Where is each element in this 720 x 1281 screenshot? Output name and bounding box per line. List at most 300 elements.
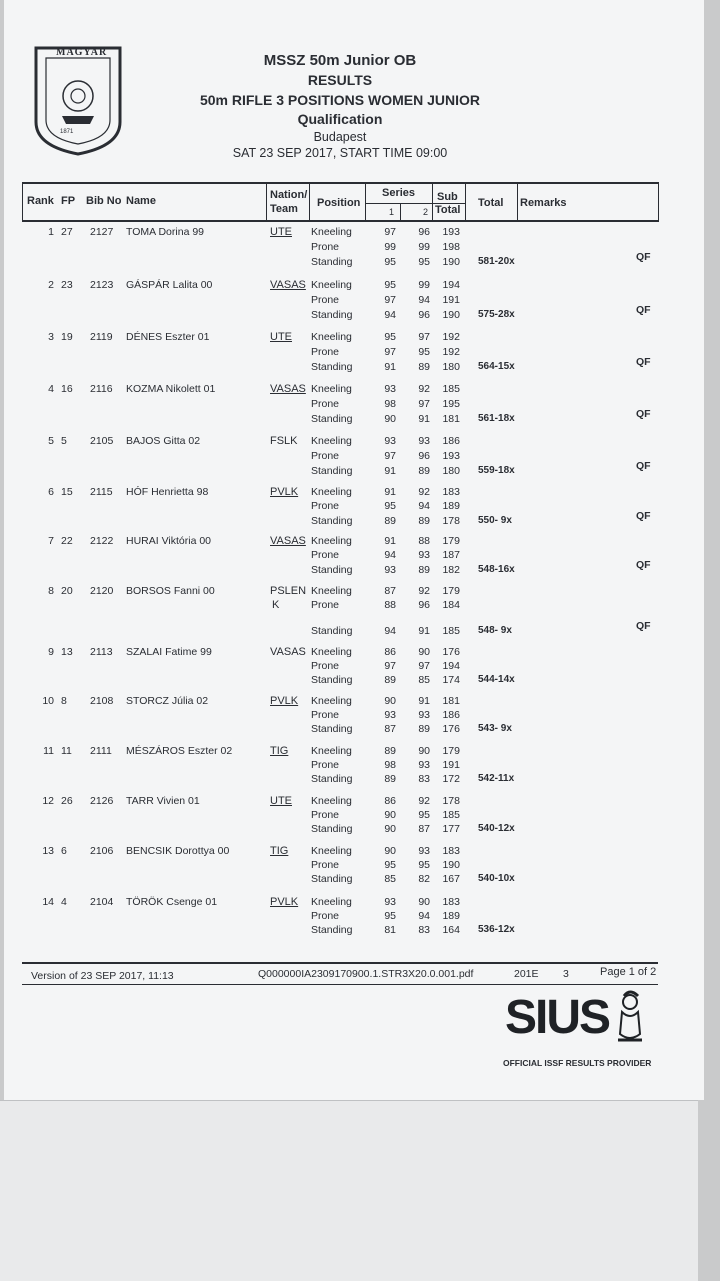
series-2-score: 91 [418, 413, 430, 425]
series-2-score: 89 [418, 723, 430, 735]
athlete-remark: QF [636, 620, 651, 632]
series-2-score: 99 [418, 241, 430, 253]
position-label: Standing [311, 413, 353, 425]
series-2-score: 94 [418, 294, 430, 306]
position-label: Kneeling [311, 585, 352, 597]
table-top-rule [22, 182, 659, 184]
sub-total: 183 [442, 896, 460, 908]
position-label: Kneeling [311, 535, 352, 547]
athlete-total: 536-12x [478, 924, 515, 935]
series-1-score: 97 [384, 294, 396, 306]
phase-title: Qualification [297, 111, 383, 127]
athlete-team: UTE [270, 226, 292, 238]
position-label: Standing [311, 823, 353, 835]
position-label: Kneeling [311, 646, 352, 658]
athlete-team: UTE [270, 331, 292, 343]
sub-total: 179 [442, 745, 460, 757]
sub-total: 181 [442, 413, 460, 425]
sub-total: 186 [442, 435, 460, 447]
athlete-remark: QF [636, 356, 651, 368]
col-sep [365, 182, 366, 221]
position-label: Kneeling [311, 695, 352, 707]
position-label: Kneeling [311, 279, 352, 291]
position-label: Standing [311, 625, 353, 637]
position-label: Standing [311, 674, 353, 686]
athlete-team: VASAS [270, 279, 306, 291]
series-1-score: 98 [384, 398, 396, 410]
athlete-name: BAJOS Gitta 02 [126, 435, 201, 447]
sub-total: 177 [442, 823, 460, 835]
athlete-bib: 2122 [90, 535, 114, 547]
series-2-score: 94 [418, 910, 430, 922]
athlete-rank: 2 [48, 279, 54, 291]
athlete-total: 581-20x [478, 256, 515, 267]
sub-total: 172 [442, 773, 460, 785]
athlete-remark: QF [636, 510, 651, 522]
sub-total: 193 [442, 450, 460, 462]
series-1-score: 91 [384, 465, 396, 477]
athlete-rank: 9 [48, 646, 54, 658]
athlete-remark: QF [636, 559, 651, 571]
series-2-score: 93 [418, 845, 430, 857]
series-2-score: 85 [418, 674, 430, 686]
series-1-score: 89 [384, 515, 396, 527]
col-sep [432, 182, 433, 221]
series-1-score: 91 [384, 535, 396, 547]
position-label: Kneeling [311, 435, 352, 447]
position-label: Kneeling [311, 331, 352, 343]
series-1-score: 97 [384, 660, 396, 672]
sub-total: 193 [442, 226, 460, 238]
series-2-score: 95 [418, 256, 430, 268]
athlete-rank: 6 [48, 486, 54, 498]
athlete-name: SZALAI Fatime 99 [126, 646, 212, 658]
athlete-name: KOZMA Nikolett 01 [126, 383, 216, 395]
col-remarks: Remarks [520, 197, 567, 209]
athlete-fp: 23 [61, 279, 73, 291]
position-label: Prone [311, 859, 340, 871]
position-label: Prone [311, 241, 340, 253]
athlete-name: TARR Vivien 01 [126, 795, 200, 807]
col-team: Team [270, 203, 298, 215]
col-sub: Sub [437, 191, 458, 203]
sub-total: 183 [442, 486, 460, 498]
athlete-remark: QF [636, 251, 651, 263]
series-1-score: 93 [384, 383, 396, 395]
athlete-name: HURAI Viktória 00 [126, 535, 212, 547]
athlete-team: VASAS [270, 535, 306, 547]
athlete-total: 548- 9x [478, 625, 512, 636]
series-1-score: 89 [384, 674, 396, 686]
series-1-score: 88 [384, 599, 396, 611]
athlete-total: 575-28x [478, 309, 515, 320]
athlete-rank: 12 [42, 795, 54, 807]
series-1-score: 98 [384, 759, 396, 771]
series-2-score: 90 [418, 896, 430, 908]
sub-total: 164 [442, 924, 460, 936]
series-2-score: 83 [418, 773, 430, 785]
position-label: Kneeling [311, 226, 352, 238]
series-2-score: 83 [418, 924, 430, 936]
athlete-fp: 4 [61, 896, 67, 908]
series-2-score: 92 [418, 486, 430, 498]
logo-text: MAGYAR [56, 47, 108, 58]
sub-total: 181 [442, 695, 460, 707]
position-label: Standing [311, 515, 353, 527]
position-label: Kneeling [311, 896, 352, 908]
athlete-bib: 2116 [90, 383, 113, 395]
series-2-score: 92 [418, 383, 430, 395]
athlete-name: TOMA Dorina 99 [126, 226, 205, 238]
athlete-remark: QF [636, 408, 651, 420]
sub-total: 190 [442, 309, 460, 321]
series-2-score: 96 [418, 599, 430, 611]
athlete-bib: 2115 [90, 486, 113, 498]
sub-total: 176 [442, 723, 460, 735]
col-sep [400, 203, 401, 221]
sub-total: 195 [442, 398, 460, 410]
series-2-score: 99 [418, 279, 430, 291]
col-bib: Bib No [86, 195, 122, 207]
series-1-score: 86 [384, 795, 396, 807]
athlete-total: 540-10x [478, 873, 515, 884]
athlete-bib: 2104 [90, 896, 114, 908]
athlete-name: BENCSIK Dorottya 00 [126, 845, 230, 857]
athlete-fp: 26 [61, 795, 73, 807]
series-1-score: 81 [384, 924, 396, 936]
series-2-score: 88 [418, 535, 430, 547]
position-label: Standing [311, 723, 353, 735]
series-2-score: 97 [418, 660, 430, 672]
series-1-score: 94 [384, 549, 396, 561]
athlete-fp: 11 [61, 745, 72, 757]
sub-total: 183 [442, 845, 460, 857]
athlete-team: UTE [270, 795, 292, 807]
col-subtotal: Total [435, 204, 461, 216]
sub-total: 191 [442, 759, 460, 771]
series-2-score: 95 [418, 859, 430, 871]
athlete-fp: 16 [61, 383, 73, 395]
sub-total: 184 [442, 599, 460, 611]
series-1-score: 93 [384, 896, 396, 908]
athlete-name: HÓF Henrietta 98 [126, 486, 209, 498]
athlete-fp: 27 [61, 226, 73, 238]
position-label: Prone [311, 549, 340, 561]
series-2-score: 89 [418, 361, 430, 373]
series-2-score: 95 [418, 346, 430, 358]
athlete-total: 561-18x [478, 413, 515, 424]
position-label: Standing [311, 564, 353, 576]
series-2-score: 90 [418, 745, 430, 757]
date-time: SAT 23 SEP 2017, START TIME 09:00 [232, 146, 448, 160]
sub-total: 185 [442, 383, 460, 395]
position-label: Kneeling [311, 383, 352, 395]
athlete-total: 543- 9x [478, 723, 512, 734]
col-sep [517, 182, 518, 221]
position-label: Prone [311, 809, 340, 821]
series-2-score: 93 [418, 435, 430, 447]
position-label: Prone [311, 346, 340, 358]
next-page [0, 1100, 698, 1281]
col-position: Position [317, 197, 361, 209]
position-label: Standing [311, 256, 353, 268]
athlete-team: PSLEN [270, 585, 307, 597]
sub-total: 185 [442, 625, 460, 637]
athlete-team: FSLK [270, 435, 298, 447]
athlete-rank: 11 [43, 745, 54, 757]
place: Budapest [313, 130, 367, 144]
position-label: Prone [311, 450, 340, 462]
sub-total: 192 [442, 331, 460, 343]
series-1-score: 93 [384, 709, 396, 721]
col-sep [658, 182, 659, 221]
position-label: Standing [311, 309, 353, 321]
series-1-score: 85 [384, 873, 396, 885]
athlete-name: MÉSZÁROS Eszter 02 [126, 745, 233, 757]
athlete-name: STORCZ Júlia 02 [126, 695, 209, 707]
sub-total: 194 [442, 279, 460, 291]
col-sep [266, 182, 267, 221]
series-2-score: 93 [418, 549, 430, 561]
athlete-bib: 2105 [90, 435, 114, 447]
series-1-score: 90 [384, 809, 396, 821]
athlete-rank: 14 [42, 896, 54, 908]
athlete-team: PVLK [270, 896, 299, 908]
series-1-score: 95 [384, 256, 396, 268]
athlete-bib: 2113 [90, 646, 113, 658]
series-2-score: 92 [418, 585, 430, 597]
series-1-score: 93 [384, 435, 396, 447]
position-label: Prone [311, 759, 340, 771]
athlete-fp: 13 [61, 646, 73, 658]
position-label: Prone [311, 599, 340, 611]
position-label: Prone [311, 660, 340, 672]
series-2-score: 93 [418, 709, 430, 721]
sub-total: 194 [442, 660, 460, 672]
athlete-team: PVLK [270, 695, 299, 707]
series-2-score: 96 [418, 450, 430, 462]
series-2-score: 91 [418, 695, 430, 707]
athlete-rank: 10 [42, 695, 54, 707]
series-1-score: 97 [384, 226, 396, 238]
sub-total: 179 [442, 585, 460, 597]
athlete-total: 544-14x [478, 674, 515, 685]
discipline-title: 50m RIFLE 3 POSITIONS WOMEN JUNIOR [199, 92, 481, 108]
sub-total: 192 [442, 346, 460, 358]
doc-number: 3 [563, 968, 569, 980]
athlete-fp: 6 [61, 845, 67, 857]
series-1-score: 99 [384, 241, 396, 253]
col-name: Name [126, 195, 156, 207]
sub-total: 187 [442, 549, 460, 561]
position-label: Kneeling [311, 745, 352, 757]
position-label: Kneeling [311, 845, 352, 857]
position-label: Standing [311, 361, 353, 373]
col-total: Total [478, 197, 504, 209]
athlete-team: VASAS [270, 383, 306, 395]
sub-total: 190 [442, 859, 460, 871]
position-label: Prone [311, 910, 340, 922]
athlete-fp: 5 [61, 435, 67, 447]
provider-text: OFFICIAL ISSF RESULTS PROVIDER [503, 1058, 652, 1068]
athlete-team: TIG [270, 845, 289, 857]
athlete-bib: 2119 [90, 331, 113, 343]
athlete-total: 540-12x [478, 823, 515, 834]
series-2-score: 82 [418, 873, 430, 885]
col-series-1: 1 [389, 207, 395, 217]
athlete-rank: 5 [48, 435, 54, 447]
series-1-score: 93 [384, 564, 396, 576]
athlete-bib: 2126 [90, 795, 114, 807]
sub-total: 174 [442, 674, 460, 686]
athlete-remark: QF [636, 460, 651, 472]
series-2-score: 91 [418, 625, 430, 637]
athlete-rank: 4 [48, 383, 54, 395]
series-1-score: 90 [384, 695, 396, 707]
position-label: Standing [311, 465, 353, 477]
mascot-icon [610, 990, 652, 1046]
athlete-bib: 2127 [90, 226, 114, 238]
athlete-fp: 19 [61, 331, 73, 343]
sub-total: 198 [442, 241, 460, 253]
athlete-total: 559-18x [478, 465, 515, 476]
athlete-rank: 3 [48, 331, 54, 343]
position-label: Kneeling [311, 795, 352, 807]
athlete-name: TÖRÖK Csenge 01 [126, 896, 218, 908]
series-1-score: 95 [384, 500, 396, 512]
series-1-score: 95 [384, 279, 396, 291]
athlete-total: 564-15x [478, 361, 515, 372]
col-sep [309, 182, 310, 221]
series-1-score: 95 [384, 331, 396, 343]
sub-total: 189 [442, 500, 460, 512]
athlete-total: 542-11x [478, 773, 515, 784]
col-fp: FP [61, 195, 76, 207]
series-1-score: 86 [384, 646, 396, 658]
col-series: Series [382, 187, 416, 199]
col-rank: Rank [27, 195, 54, 207]
series-1-score: 95 [384, 859, 396, 871]
series-2-score: 89 [418, 515, 430, 527]
athlete-bib: 2108 [90, 695, 114, 707]
athlete-fp: 8 [61, 695, 67, 707]
athlete-name: GÁSPÁR Lalita 00 [126, 279, 213, 291]
version-text: Version of 23 SEP 2017, 11:13 [31, 970, 174, 982]
sub-total: 190 [442, 256, 460, 268]
page-number: Page 1 of 2 [600, 966, 657, 978]
footer-rule-2 [22, 984, 658, 985]
col-sep [465, 182, 466, 221]
sub-total: 167 [442, 873, 460, 885]
series-1-score: 91 [384, 361, 396, 373]
series-1-score: 90 [384, 413, 396, 425]
sub-total: 176 [442, 646, 460, 658]
series-1-score: 90 [384, 823, 396, 835]
sub-total: 180 [442, 361, 460, 373]
athlete-remark: QF [636, 304, 651, 316]
sub-total: 185 [442, 809, 460, 821]
athlete-rank: 7 [48, 535, 54, 547]
athlete-team: TIG [270, 745, 289, 757]
sub-total: 178 [442, 795, 460, 807]
sub-total: 178 [442, 515, 460, 527]
federation-logo [32, 44, 124, 156]
series-2-score: 95 [418, 809, 430, 821]
series-2-score: 87 [418, 823, 430, 835]
col-series-2: 2 [423, 207, 429, 217]
series-2-score: 96 [418, 309, 430, 321]
series-1-score: 91 [384, 486, 396, 498]
doc-code: 201E [514, 968, 539, 980]
athlete-total: 550- 9x [478, 515, 512, 526]
position-label: Standing [311, 773, 353, 785]
athlete-total: 548-16x [478, 564, 515, 575]
athlete-team: PVLK [270, 486, 299, 498]
position-label: Prone [311, 294, 340, 306]
position-label: Prone [311, 709, 340, 721]
sius-logo: SIUS [505, 991, 610, 1044]
series-2-score: 97 [418, 398, 430, 410]
series-1-score: 87 [384, 585, 396, 597]
series-2-score: 92 [418, 795, 430, 807]
athlete-rank: 1 [48, 226, 54, 238]
athlete-bib: 2120 [90, 585, 114, 597]
sub-total: 180 [442, 465, 460, 477]
series-1-score: 94 [384, 309, 396, 321]
series-2-score: 90 [418, 646, 430, 658]
sub-total: 189 [442, 910, 460, 922]
col-sep [22, 182, 23, 221]
series-1-score: 94 [384, 625, 396, 637]
logo-year: 1871 [60, 129, 74, 135]
series-1-score: 97 [384, 450, 396, 462]
athlete-fp: 20 [61, 585, 73, 597]
athlete-bib: 2106 [90, 845, 114, 857]
position-label: Prone [311, 398, 340, 410]
results-title: RESULTS [307, 72, 373, 88]
event-title: MSSZ 50m Junior OB [263, 52, 417, 69]
position-label: Standing [311, 873, 353, 885]
athlete-bib: 2123 [90, 279, 114, 291]
series-1-score: 95 [384, 910, 396, 922]
athlete-team: VASAS [270, 646, 306, 658]
series-1-score: 90 [384, 845, 396, 857]
series-2-score: 93 [418, 759, 430, 771]
series-2-score: 96 [418, 226, 430, 238]
series-2-score: 89 [418, 465, 430, 477]
footer-rule [22, 962, 658, 964]
sub-total: 182 [442, 564, 460, 576]
sub-total: 186 [442, 709, 460, 721]
athlete-fp: 15 [61, 486, 73, 498]
series-1-score: 97 [384, 346, 396, 358]
col-nation: Nation/ [270, 189, 308, 201]
series-2-score: 97 [418, 331, 430, 343]
table-header-rule [22, 220, 659, 222]
series-2-score: 89 [418, 564, 430, 576]
athlete-fp: 22 [61, 535, 73, 547]
file-name: Q000000IA2309170900.1.STR3X20.0.001.pdf [258, 968, 474, 980]
position-label: Standing [311, 924, 353, 936]
series-1-score: 89 [384, 745, 396, 757]
athlete-team-line2: K [272, 599, 280, 611]
sub-total: 191 [442, 294, 460, 306]
sub-total: 179 [442, 535, 460, 547]
series-1-score: 87 [384, 723, 396, 735]
position-label: Prone [311, 500, 340, 512]
results-sheet [4, 0, 704, 1100]
athlete-name: DÉNES Eszter 01 [126, 331, 210, 343]
